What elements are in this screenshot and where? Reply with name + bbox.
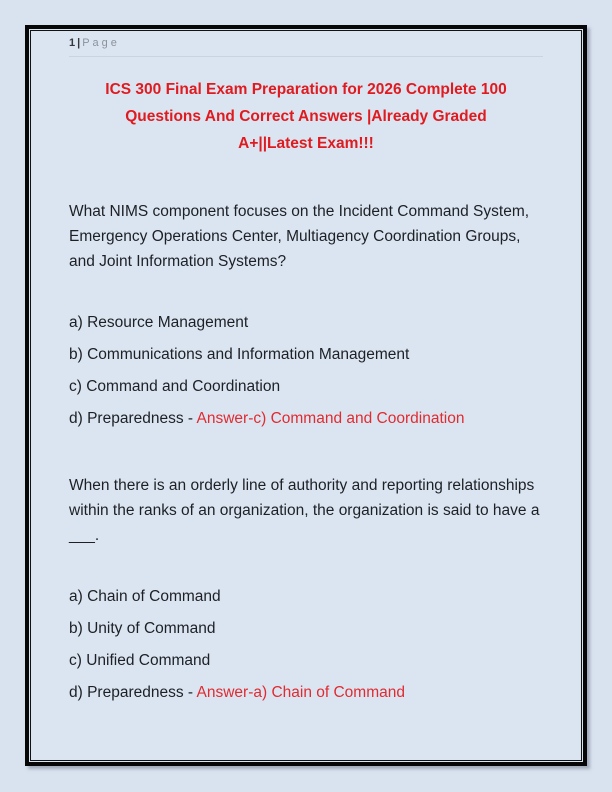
document-page-frame	[25, 25, 587, 766]
document-page	[30, 30, 582, 761]
page-header	[69, 37, 543, 57]
question-text: When there is an orderly line of authority and reporting relationships within the ranks of an organization, the organization is said to have a ___.	[69, 477, 540, 544]
option-b: b) Communications and Information Management	[69, 346, 410, 363]
option-d-text: d) Preparedness -	[69, 410, 197, 427]
document-title	[69, 76, 543, 157]
option-a: a) Resource Management	[69, 314, 249, 331]
title-line-3: A+||Latest Exam!!!	[238, 135, 374, 152]
option-d	[69, 680, 543, 705]
option-d	[69, 406, 543, 431]
question-text: What NIMS component focuses on the Incident Command System, Emergency Operations Center, Multiagency Coordination Groups, and Joint Information Systems?	[69, 203, 530, 270]
option-c: c) Unified Command	[69, 652, 211, 669]
options-list	[69, 584, 543, 705]
answer-text: Answer-a) Chain of Command	[196, 684, 405, 701]
option-b: b) Unity of Command	[69, 620, 216, 637]
option-a: a) Chain of Command	[69, 588, 221, 605]
document-content	[31, 31, 581, 705]
question-block-1	[69, 199, 543, 431]
page-number: 1	[69, 37, 76, 49]
page-label: Page	[82, 37, 120, 49]
title-line-1: ICS 300 Final Exam Preparation for 2026 Complete 100	[105, 81, 507, 98]
question-block-2	[69, 473, 543, 705]
option-d-text: d) Preparedness -	[69, 684, 197, 701]
title-line-2: Questions And Correct Answers |Already Graded	[125, 108, 487, 125]
answer-text: Answer-c) Command and Coordination	[196, 410, 465, 427]
option-c: c) Command and Coordination	[69, 378, 281, 395]
header-separator: |	[77, 37, 81, 49]
options-list	[69, 310, 543, 431]
